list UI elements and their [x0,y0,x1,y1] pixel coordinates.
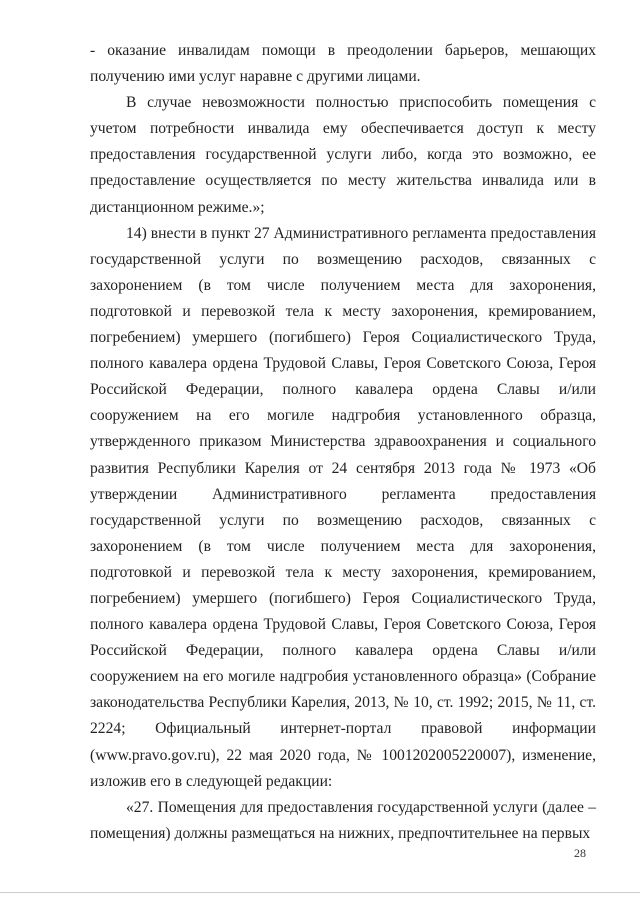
paragraph-item-14: 14) внести в пункт 27 Административного регламента предоставления государственной услуги по возмещению расходов, связанных с захоронением (в том числе получением места для захоронения, подготовкой и перевозкой тела к месту захоронения, кремированием, погребением) умершего (погибшего) Героя Социалистического Труда, полного кавалера ордена Трудовой Славы, Героя Советского Союза, Героя Российской Федерации, полного кавалера ордена Славы и/или сооружением на его могиле надгробия установленного образца, утвержденного приказом Министерства здравоохранения и социального развития Республики Карелия от 24 сентября 2013 года № 1973 «Об утверждении Административного регламента предоставления государственной услуги по возмещению расходов, связанных с захоронением (в том числе получением места для захоронения, подготовкой и перевозкой тела к месту захоронения, кремированием, погребением) умершего (погибшего) Героя Социалистического Труда, полного кавалера ордена Трудовой Славы, Героя Советского Союза, Героя Российской Федерации, полного кавалера ордена Славы и/или сооружением на его могиле надгробия установленного образца» (Собрание законодательства Республики Карелия, 2013, № 10, ст. 1992; 2015, № 11, ст. 2224; Официальный интернет-портал правовой информации (www.pravo.gov.ru), 22 мая 2020 года, № 1001202005220007), изменение, изложив его в следующей редакции: [90,224,596,790]
page-bottom-edge [0,892,640,893]
document-page [90,38,596,847]
paragraph-assistance-item: - оказание инвалидам помощи в преодолении барьеров, мешающих получению ими услуг наравне с другими лицами. [90,42,596,86]
paragraph-accessibility: В случае невозможности полностью приспособить помещения с учетом потребности инвалида ему обеспечивается доступ к месту предоставления государственной услуги либо, когда это возможно, ее предоставление осуществляется по месту жительства инвалида или в дистанционном режиме.»; [90,94,596,216]
page-number: 28 [574,846,586,860]
paragraph-item-27: «27. Помещения для предоставления государственной услуги (далее – помещения) должны размещаться на нижних, предпочтительнее на первых [90,798,596,842]
